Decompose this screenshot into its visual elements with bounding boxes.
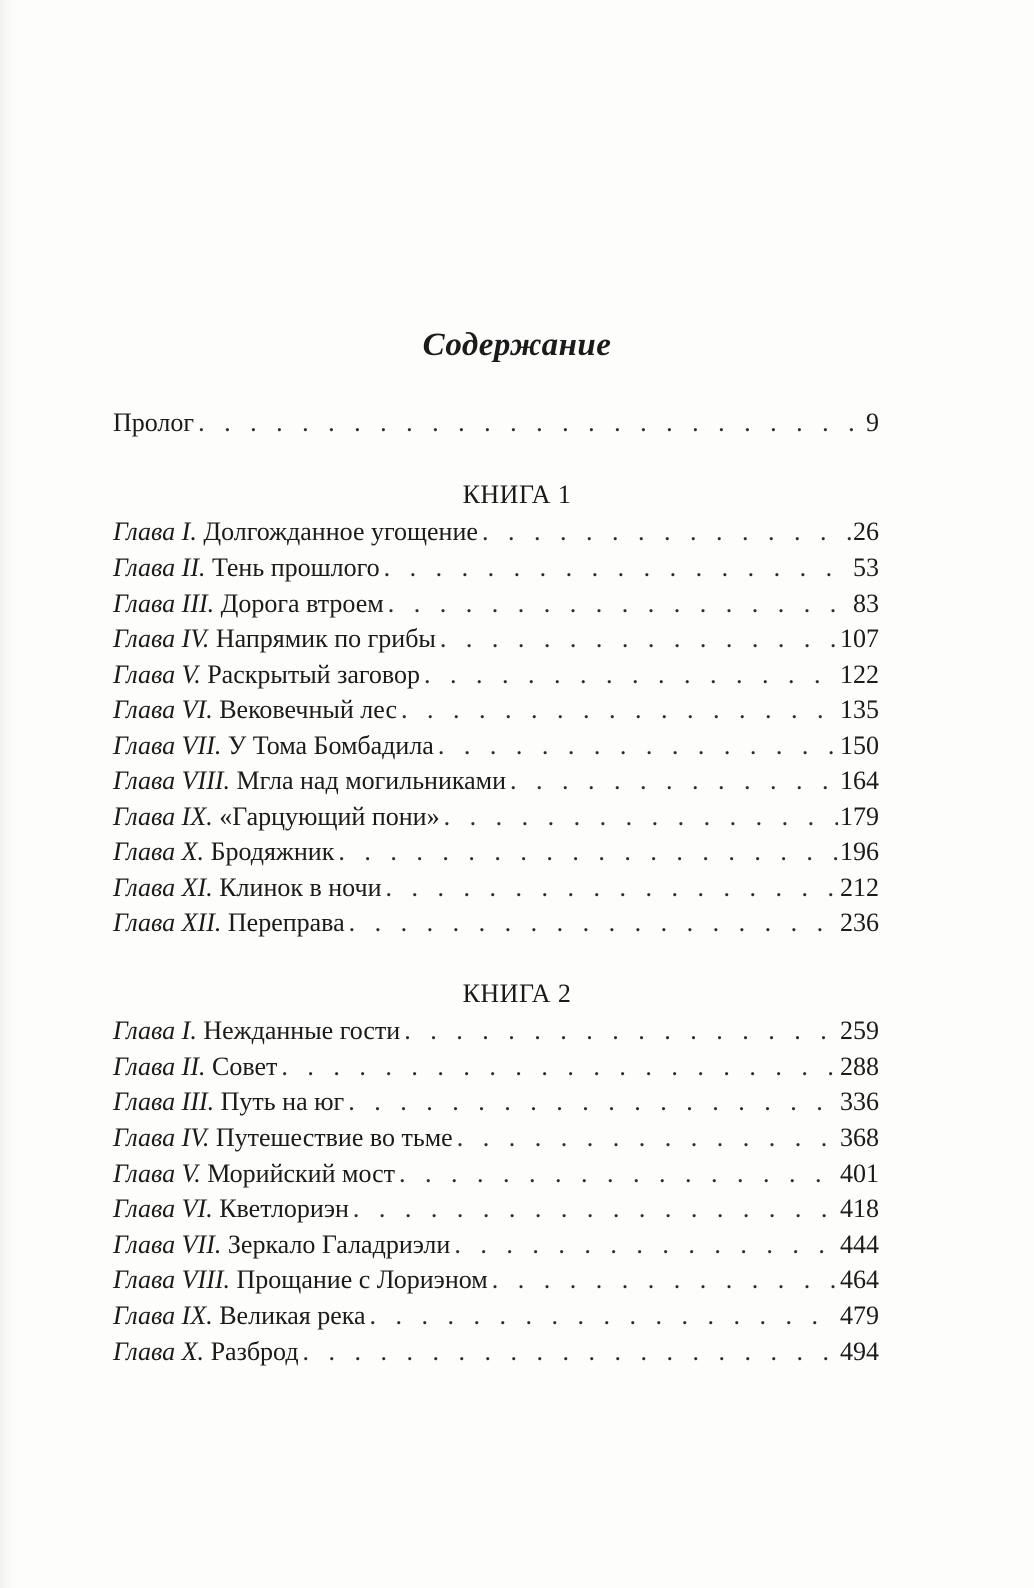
toc-entry-label bbox=[113, 586, 384, 622]
chapter-prefix: Глава VI. bbox=[113, 695, 213, 724]
chapter-title: Путь на юг bbox=[220, 1087, 345, 1116]
toc-page-number: 418 bbox=[840, 1194, 879, 1223]
toc-entry-label bbox=[113, 905, 345, 941]
toc-entry bbox=[113, 586, 879, 622]
chapter-title: Великая река bbox=[219, 1301, 366, 1330]
dot-leader bbox=[440, 621, 838, 657]
toc-entry bbox=[113, 621, 879, 657]
dot-leader bbox=[198, 405, 864, 441]
dot-leader bbox=[401, 692, 838, 728]
toc-page-number: 164 bbox=[840, 766, 879, 795]
chapter-title: Нежданные гости bbox=[203, 1016, 401, 1045]
toc-entry-prologue bbox=[113, 405, 879, 441]
chapter-title: Совет bbox=[212, 1052, 278, 1081]
toc-page-number: 53 bbox=[853, 553, 879, 582]
chapter-prefix: Глава X. bbox=[113, 1337, 205, 1366]
toc-page-number: 135 bbox=[840, 695, 879, 724]
chapter-prefix: Глава III. bbox=[113, 1087, 215, 1116]
chapter-prefix: Глава VII. bbox=[113, 1230, 222, 1259]
chapter-title: Раскрытый заговор bbox=[207, 660, 421, 689]
dot-leader bbox=[281, 1049, 838, 1085]
chapter-prefix: Глава IX. bbox=[113, 1301, 213, 1330]
chapter-title: «Гарцующий пони» bbox=[219, 802, 440, 831]
toc-entry-label bbox=[113, 621, 436, 657]
toc-page-number: 107 bbox=[840, 624, 879, 653]
dot-leader bbox=[438, 728, 838, 764]
chapter-prefix: Глава II. bbox=[113, 553, 206, 582]
chapter-prefix: Глава IV. bbox=[113, 624, 210, 653]
chapter-title: Разброд bbox=[210, 1337, 299, 1366]
toc-entry-label bbox=[113, 1298, 366, 1334]
dot-leader bbox=[424, 657, 838, 693]
dot-leader bbox=[457, 1120, 838, 1156]
chapter-title: Прощание с Лориэном bbox=[236, 1265, 488, 1294]
toc-entry-label bbox=[113, 550, 380, 586]
chapter-prefix: Глава IX. bbox=[113, 802, 213, 831]
chapter-title: Бродяжник bbox=[210, 837, 335, 866]
toc-entry bbox=[113, 1334, 879, 1370]
toc-entry-label bbox=[113, 1049, 277, 1085]
chapter-title: У Тома Бомбадила bbox=[227, 731, 434, 760]
chapter-prefix: Глава I. bbox=[113, 517, 197, 546]
toc-entry bbox=[113, 514, 879, 550]
chapter-title: Дорога втроем bbox=[220, 589, 384, 618]
dot-leader bbox=[384, 550, 851, 586]
chapter-prefix: Глава X. bbox=[113, 837, 205, 866]
page-edge-shadow bbox=[0, 0, 14, 1588]
toc-page-number: 368 bbox=[840, 1123, 879, 1152]
toc-entry bbox=[113, 1120, 879, 1156]
toc-entry-label bbox=[113, 1191, 349, 1227]
toc-entry-label bbox=[113, 1334, 299, 1370]
dot-leader bbox=[482, 514, 851, 550]
toc-entry bbox=[113, 1298, 879, 1334]
chapter-title: Морийский мост bbox=[207, 1159, 396, 1188]
toc-page-number: 26 bbox=[853, 517, 879, 546]
toc-page-number: 236 bbox=[840, 908, 879, 937]
toc-entry-label bbox=[113, 657, 420, 693]
toc-entry bbox=[113, 1084, 879, 1120]
chapter-title: Долгожданное угощение bbox=[203, 517, 478, 546]
toc-entry-label bbox=[113, 799, 440, 835]
toc-page-number: 336 bbox=[840, 1087, 879, 1116]
toc-entry-label bbox=[113, 1262, 488, 1298]
toc-page-number: 288 bbox=[840, 1052, 879, 1081]
toc-page-number: 196 bbox=[840, 837, 879, 866]
toc-entry-label bbox=[113, 1084, 344, 1120]
dot-leader bbox=[370, 1298, 838, 1334]
book-1-heading: КНИГА 1 bbox=[462, 480, 572, 509]
toc-entry-label: Пролог bbox=[113, 408, 195, 437]
chapter-prefix: Глава VIII. bbox=[113, 1265, 231, 1294]
chapter-title: Кветлориэн bbox=[219, 1194, 349, 1223]
chapter-prefix: Глава V. bbox=[113, 1159, 201, 1188]
chapter-prefix: Глава I. bbox=[113, 1016, 197, 1045]
toc-page-number: 494 bbox=[840, 1337, 879, 1366]
chapter-prefix: Глава XII. bbox=[113, 908, 222, 937]
dot-leader bbox=[386, 870, 838, 906]
chapter-title: Мгла над могильниками bbox=[236, 766, 507, 795]
toc-entry-label bbox=[113, 834, 334, 870]
dot-leader bbox=[404, 1013, 838, 1049]
chapter-title: Тень прошлого bbox=[212, 553, 380, 582]
dot-leader bbox=[492, 1262, 838, 1298]
toc-entry bbox=[113, 1191, 879, 1227]
toc-title: Содержание bbox=[422, 327, 612, 363]
toc-entry-label bbox=[113, 763, 506, 799]
chapter-prefix: Глава VI. bbox=[113, 1194, 213, 1223]
toc-entry bbox=[113, 728, 879, 764]
chapter-prefix: Глава IV. bbox=[113, 1123, 210, 1152]
dot-leader bbox=[338, 834, 838, 870]
toc-entry bbox=[113, 905, 879, 941]
toc-entry bbox=[113, 657, 879, 693]
chapter-prefix: Глава VII. bbox=[113, 731, 222, 760]
chapter-title: Вековечный лес bbox=[219, 695, 398, 724]
toc-entry-label bbox=[113, 1156, 395, 1192]
dot-leader bbox=[349, 905, 838, 941]
toc-page-number: 179 bbox=[840, 802, 879, 831]
toc-page-number: 212 bbox=[840, 873, 879, 902]
dot-leader bbox=[348, 1084, 838, 1120]
toc-entry bbox=[113, 834, 879, 870]
dot-leader bbox=[303, 1334, 838, 1370]
toc-entry-label bbox=[113, 1120, 453, 1156]
toc-page-number: 150 bbox=[840, 731, 879, 760]
dot-leader bbox=[353, 1191, 838, 1227]
toc-entry bbox=[113, 1227, 879, 1263]
toc-entry bbox=[113, 1013, 879, 1049]
toc-page-number: 479 bbox=[840, 1301, 879, 1330]
chapter-prefix: Глава V. bbox=[113, 660, 201, 689]
chapter-title: Путешествие во тьме bbox=[215, 1123, 453, 1152]
chapter-title: Клинок в ночи bbox=[219, 873, 382, 902]
toc-page-number: 9 bbox=[866, 408, 879, 437]
toc-entry bbox=[113, 763, 879, 799]
chapter-prefix: Глава II. bbox=[113, 1052, 206, 1081]
toc-page-number: 464 bbox=[840, 1265, 879, 1294]
dot-leader bbox=[454, 1227, 838, 1263]
book-2-heading: КНИГА 2 bbox=[462, 979, 572, 1008]
chapter-title: Переправа bbox=[227, 908, 345, 937]
toc-entry bbox=[113, 1156, 879, 1192]
dot-leader bbox=[399, 1156, 838, 1192]
toc-entry-label bbox=[113, 728, 434, 764]
chapter-prefix: Глава XI. bbox=[113, 873, 213, 902]
toc-entry bbox=[113, 870, 879, 906]
dot-leader bbox=[444, 799, 838, 835]
toc-entry-label bbox=[113, 514, 478, 550]
toc-entry-label bbox=[113, 1013, 400, 1049]
toc-page-number: 122 bbox=[840, 660, 879, 689]
toc-entry-label bbox=[113, 1227, 450, 1263]
toc-entry bbox=[113, 1262, 879, 1298]
toc-entry-label bbox=[113, 870, 382, 906]
dot-leader bbox=[510, 763, 838, 799]
toc-entry bbox=[113, 799, 879, 835]
toc-entry bbox=[113, 550, 879, 586]
toc-page-number: 401 bbox=[840, 1159, 879, 1188]
toc-entry-label bbox=[113, 692, 397, 728]
toc-entry bbox=[113, 692, 879, 728]
toc-entry bbox=[113, 1049, 879, 1085]
dot-leader bbox=[388, 586, 851, 622]
chapter-title: Напрямик по грибы bbox=[215, 624, 436, 653]
toc-page-number: 259 bbox=[840, 1016, 879, 1045]
chapter-title: Зеркало Галадриэли bbox=[227, 1230, 451, 1259]
chapter-prefix: Глава III. bbox=[113, 589, 215, 618]
toc-page-number: 444 bbox=[840, 1230, 879, 1259]
chapter-prefix: Глава VIII. bbox=[113, 766, 231, 795]
toc-page-number: 83 bbox=[853, 589, 879, 618]
